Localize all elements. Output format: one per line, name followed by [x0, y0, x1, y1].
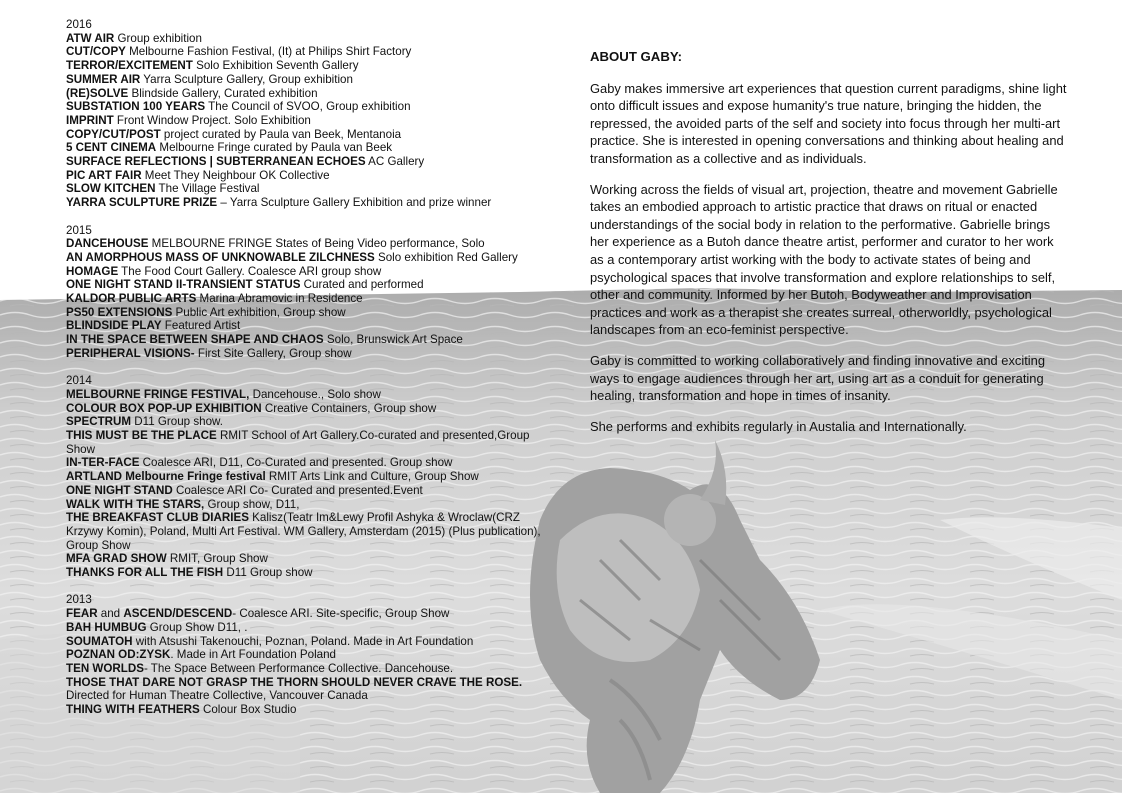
exhibition-details: Solo Exhibition Seventh Gallery	[192, 59, 359, 73]
exhibition-details: Coalesce ARI Co- Curated and presented.Event	[172, 483, 423, 497]
exhibition-details: Kalisz(Teatr Im&Lewy Profil Ashyka & Wroclaw(CRZ Krzywy Komin), Poland, Multi Art Festival. WM Gallery, Amsterdam (2015) (Plus publication), Group Show	[66, 511, 541, 552]
exhibition-title: DANCEHOUSE	[66, 237, 149, 251]
exhibition-title: ASCEND/DESCEND	[123, 607, 233, 621]
section-gap	[66, 361, 556, 375]
exhibition-title: HOMAGE	[66, 264, 119, 278]
exhibition-details: - Coalesce ARI. Site-specific, Group Show	[232, 607, 450, 621]
exhibition-details: Colour Box Studio	[199, 703, 297, 717]
exhibition-details: . Made in Art Foundation Poland	[170, 648, 336, 662]
exhibition-details: D11 Group show	[223, 566, 313, 580]
exhibition-entry	[66, 703, 556, 717]
exhibition-entry	[66, 621, 556, 635]
exhibition-details: Yarra Sculpture Gallery, Group exhibition	[140, 72, 353, 86]
exhibition-title: THANKS FOR ALL THE FISH	[66, 566, 224, 580]
exhibition-title: TERROR/EXCITEMENT	[66, 59, 193, 73]
exhibition-title: THING WITH FEATHERS	[66, 703, 200, 717]
exhibition-details: Dancehouse., Solo show	[249, 387, 381, 401]
exhibition-title: AN AMORPHOUS MASS OF UNKNOWABLE ZILCHNESS	[66, 250, 375, 264]
exhibition-entry	[66, 552, 556, 566]
exhibition-entry	[66, 155, 556, 169]
exhibition-title: POZNAN OD:ZYSK	[66, 648, 171, 662]
exhibition-title: PS50 EXTENSIONS	[66, 305, 173, 319]
year-heading: 2013	[66, 593, 92, 607]
exhibition-entry	[66, 265, 556, 279]
exhibition-title: SOUMATOH	[66, 634, 133, 648]
section-gap	[66, 210, 556, 224]
exhibition-details: project curated by Paula van Beek, Mentanoia	[160, 127, 402, 141]
exhibition-entry	[66, 169, 556, 183]
exhibition-title: ATW AIR	[66, 31, 115, 45]
exhibition-entry	[66, 237, 556, 251]
exhibition-entry	[66, 87, 556, 101]
exhibition-details: Melbourne Fashion Festival, (It) at Philips Shirt Factory	[125, 45, 412, 59]
exhibition-title: COPY/CUT/POST	[66, 127, 161, 141]
about-section	[590, 48, 1068, 448]
about-paragraph: Working across the fields of visual art, projection, theatre and movement Gabrielle takes an embodied approach to artistic practice that draws on ritual or enacted understandings of the social body in relation to the performative. Gabrielle brings her experience as a Butoh dance theatre artist, performer and curator to her work as a contemporary artist working with the body to activate states of being and psychological spaces that involve transformation and explore relationships to self, other and community. Informed by her Butoh, Bodyweather and Improvisation practices and work as a therapist she creates surreal, otherworldly, psychological landscapes from an eco-feminist perspective.	[590, 181, 1058, 338]
exhibition-title: SUMMER AIR	[66, 72, 141, 86]
exhibition-details: and	[97, 607, 124, 621]
exhibition-entry	[66, 196, 556, 210]
about-paragraph: Gaby is committed to working collaboratively and finding innovative and exciting ways to engage audiences through her art, using art as a conduit for generating healing, transformation and hope in times of insanity.	[590, 352, 1045, 404]
exhibition-details: Directed for Human Theatre Collective, Vancouver Canada	[66, 689, 368, 703]
exhibition-details: Solo, Brunswick Art Space	[323, 333, 463, 347]
exhibition-entry	[66, 182, 556, 196]
exhibition-entry	[66, 689, 556, 703]
exhibition-title: 5 CENT CINEMA	[66, 141, 157, 155]
exhibition-entry	[66, 662, 556, 676]
exhibition-details: Marina Abramovic in Residence	[196, 292, 363, 306]
exhibition-title: COLOUR BOX POP-UP EXHIBITION	[66, 401, 262, 415]
exhibition-details: D11 Group show.	[131, 415, 224, 429]
exhibition-title: MFA GRAD SHOW	[66, 552, 167, 566]
exhibition-details: Solo exhibition Red Gallery	[374, 250, 518, 264]
exhibition-details: Melbourne Fringe curated by Paula van Beek	[156, 141, 393, 155]
exhibition-title: THIS MUST BE THE PLACE	[66, 429, 217, 443]
exhibition-entry	[66, 484, 556, 498]
exhibition-details: RMIT School of Art Gallery.Co-curated and presented,Group Show	[66, 429, 530, 456]
exhibition-entry	[66, 648, 556, 662]
exhibition-title: WALK WITH THE STARS,	[66, 497, 205, 511]
exhibition-details: Creative Containers, Group show	[261, 401, 437, 415]
exhibition-title: FEAR	[66, 607, 98, 621]
exhibition-title: KALDOR PUBLIC ARTS	[66, 292, 197, 306]
about-paragraph: She performs and exhibits regularly in Austalia and Internationally.	[590, 418, 967, 434]
exhibition-details: Group Show D11, .	[146, 620, 248, 634]
exhibition-title: BAH HUMBUG	[66, 620, 147, 634]
year-heading: 2014	[66, 374, 92, 388]
exhibition-details: Featured Artist	[161, 319, 241, 333]
exhibition-entry	[66, 511, 556, 552]
exhibition-entry	[66, 347, 556, 361]
exhibition-details: Blindside Gallery, Curated exhibition	[128, 86, 318, 100]
exhibition-title: CUT/COPY	[66, 45, 126, 59]
about-paragraph: Gaby makes immersive art experiences that question current paradigms, shine light onto difficult issues and expose humanity's true nature, bringing the hidden, the repressed, the avoided parts of the self and society into focus through her multi-art practice. She is interested in opening conversations and thinking about healing and transformation as a collective and as individuals.	[590, 80, 1067, 166]
exhibition-title: THE BREAKFAST CLUB DIARIES	[66, 511, 249, 525]
about-heading: ABOUT GABY:	[590, 49, 683, 64]
exhibition-details: Coalesce ARI, D11, Co-Curated and presented. Group show	[139, 456, 453, 470]
exhibition-entry	[66, 59, 556, 73]
exhibition-title: THOSE THAT DARE NOT GRASP THE THORN SHOULD NEVER CRAVE THE ROSE.	[66, 675, 523, 689]
exhibition-entry	[66, 45, 556, 59]
exhibition-entry	[66, 73, 556, 87]
exhibition-details: MELBOURNE FRINGE States of Being Video performance, Solo	[148, 237, 485, 251]
exhibition-title: SLOW KITCHEN	[66, 182, 156, 196]
exhibition-title: IMPRINT	[66, 113, 114, 127]
exhibition-entry	[66, 292, 556, 306]
exhibition-title: ONE NIGHT STAND II-TRANSIENT STATUS	[66, 278, 301, 292]
exhibition-details: RMIT Arts Link and Culture, Group Show	[265, 470, 479, 484]
exhibition-entry	[66, 402, 556, 416]
exhibition-details: The Food Court Gallery. Coalesce ARI group show	[118, 264, 382, 278]
exhibition-entry	[66, 100, 556, 114]
exhibition-details: Group show, D11,	[204, 497, 300, 511]
exhibition-details: with Atsushi Takenouchi, Poznan, Poland. Made in Art Foundation	[132, 634, 474, 648]
exhibition-title: YARRA SCULPTURE PRIZE	[66, 196, 218, 210]
exhibition-title: ARTLAND Melbourne Fringe festival	[66, 470, 266, 484]
exhibition-entry	[66, 470, 556, 484]
exhibition-entry	[66, 415, 556, 429]
exhibition-details: AC Gallery	[365, 155, 425, 169]
exhibition-title: MELBOURNE FRINGE FESTIVAL,	[66, 387, 250, 401]
exhibition-details: The Council of SVOO, Group exhibition	[205, 100, 411, 114]
exhibition-entry	[66, 32, 556, 46]
exhibition-entry	[66, 333, 556, 347]
exhibition-title: (RE)SOLVE	[66, 86, 129, 100]
exhibition-title: SPECTRUM	[66, 415, 132, 429]
exhibition-entry	[66, 388, 556, 402]
exhibition-details: RMIT, Group Show	[166, 552, 268, 566]
exhibition-title: SURFACE REFLECTIONS | SUBTERRANEAN ECHOES	[66, 155, 366, 169]
exhibition-details: Group exhibition	[114, 31, 202, 45]
exhibition-details: Public Art exhibition, Group show	[172, 305, 346, 319]
exhibition-details: - The Space Between Performance Collective. Dancehouse.	[143, 662, 454, 675]
exhibition-title: IN-TER-FACE	[66, 456, 140, 470]
exhibition-entry	[66, 319, 556, 333]
section-gap	[66, 580, 556, 594]
exhibition-entry	[66, 141, 556, 155]
exhibition-entry	[66, 456, 556, 470]
exhibition-title: SUBSTATION 100 YEARS	[66, 100, 206, 114]
exhibition-title: IN THE SPACE BETWEEN SHAPE AND CHAOS	[66, 333, 324, 347]
exhibition-entry	[66, 128, 556, 142]
exhibition-entry	[66, 566, 556, 580]
year-heading: 2015	[66, 223, 92, 237]
exhibition-title: PIC ART FAIR	[66, 168, 142, 182]
exhibition-list	[66, 18, 556, 717]
exhibition-details: The Village Festival	[155, 182, 260, 196]
exhibition-entry	[66, 607, 556, 621]
exhibition-entry	[66, 429, 556, 456]
exhibition-entry	[66, 251, 556, 265]
exhibition-title: PERIPHERAL VISIONS-	[66, 346, 195, 360]
exhibition-entry	[66, 114, 556, 128]
exhibition-entry	[66, 306, 556, 320]
exhibition-title: TEN WORLDS	[66, 662, 144, 675]
exhibition-entry	[66, 498, 556, 512]
exhibition-entry	[66, 278, 556, 292]
year-heading: 2016	[66, 18, 92, 31]
exhibition-details: Meet They Neighbour OK Collective	[141, 168, 330, 182]
exhibition-details: Curated and performed	[300, 278, 424, 292]
exhibition-entry	[66, 676, 556, 690]
exhibition-title: ONE NIGHT STAND	[66, 483, 173, 497]
exhibition-details: Front Window Project. Solo Exhibition	[113, 113, 311, 127]
exhibition-details: – Yarra Sculpture Gallery Exhibition and prize winner	[217, 196, 492, 210]
exhibition-title: BLINDSIDE PLAY	[66, 319, 162, 333]
exhibition-entry	[66, 635, 556, 649]
exhibition-details: First Site Gallery, Group show	[194, 346, 352, 360]
